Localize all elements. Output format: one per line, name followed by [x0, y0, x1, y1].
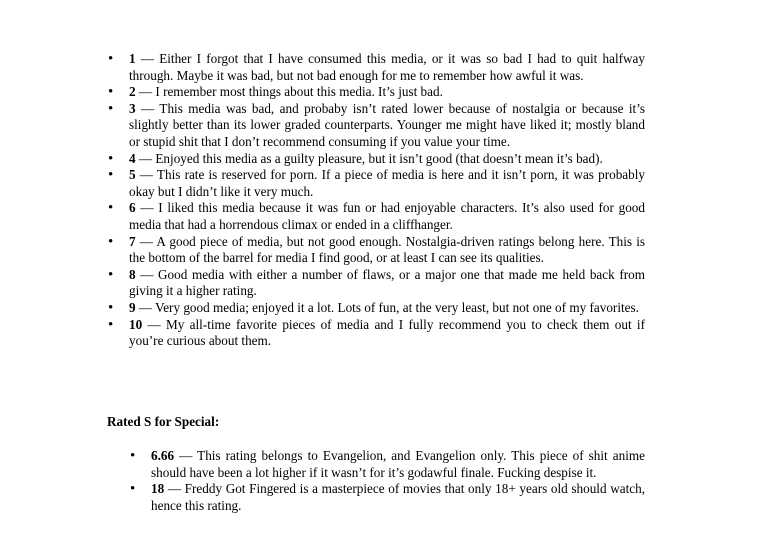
rating-number: 18 [151, 481, 165, 497]
rating-description: — I remember most things about this media. It’s just bad. [135, 84, 443, 100]
rating-description: — A good piece of media, but not good enough. Nostalgia-driven ratings belong here. This is the bottom of the barrel for media I find good, or at least I can see its qualities. [129, 233, 645, 266]
special-rating-item-666 [151, 448, 645, 481]
rating-number: 9 [129, 299, 136, 315]
rating-item-4 [129, 151, 645, 168]
rating-description: — This rating belongs to Evangelion, and Evangelion only. This piece of shit anime should have been a lot higher if it wasn’t for it’s godawful finale. Fucking despise it. [151, 448, 645, 480]
rating-number: 10 [129, 316, 143, 332]
rating-description: — This rate is reserved for porn. If a piece of media is here and it isn’t porn, it was probably okay but I didn’t like it very much. [129, 167, 645, 199]
rating-number: 2 [129, 84, 136, 100]
special-rating-item-18 [151, 481, 645, 514]
special-heading: Rated S for Special: [107, 414, 220, 429]
rating-description: — Very good media; enjoyed it a lot. Lots of fun, at the very least, but not one of my favorites. [135, 299, 639, 315]
rating-description: — I liked this media because it was fun or had enjoyable characters. It’s also used for good media that had a horrendous climax or ended in a cliffhanger. [129, 200, 645, 232]
rating-item-5 [129, 167, 645, 200]
rating-number: 1 [129, 51, 136, 66]
rating-number: 6.66 [151, 448, 175, 463]
rating-number: 4 [129, 150, 136, 166]
rating-description: — Either I forgot that I have consumed this media, or it was so bad I had to quit halfway through. Maybe it was bad, but not bad enough for me to remember how awful it was. [129, 51, 645, 83]
rating-description: — Enjoyed this media as a guilty pleasure, but it isn’t good (that doesn’t mean it’s bad). [135, 150, 603, 166]
rating-description: — Freddy Got Fingered is a masterpiece of movies that only 18+ years old should watch, hence this rating. [151, 481, 645, 513]
rating-item-9 [129, 300, 645, 317]
rating-description: — My all-time favorite pieces of media and I fully recommend you to check them out if you’re curious about them. [129, 316, 645, 349]
rating-description: — This media was bad, and probaby isn’t rated lower because of nostalgia or because it’s slightly better than its lower graded counterparts. Younger me might have liked it; mostly bland or stupid shit that I don’t recommend consuming if you value your time. [129, 100, 645, 149]
rating-item-10 [129, 317, 645, 350]
rating-number: 6 [129, 200, 136, 216]
rating-number: 3 [129, 100, 136, 116]
rating-item-2 [129, 84, 645, 101]
rating-number: 8 [129, 266, 136, 282]
rating-item-3 [129, 101, 645, 151]
rating-item-6 [129, 200, 645, 233]
special-ratings-list [151, 448, 645, 514]
rating-item-7 [129, 234, 645, 267]
rating-item-1 [129, 51, 645, 84]
rating-number: 5 [129, 167, 136, 183]
rating-description: — Good media with either a number of flaws, or a major one that made me held back from giving it a higher rating. [129, 266, 645, 299]
ratings-list [129, 51, 645, 350]
rating-item-8 [129, 267, 645, 300]
rating-number: 7 [129, 233, 136, 249]
